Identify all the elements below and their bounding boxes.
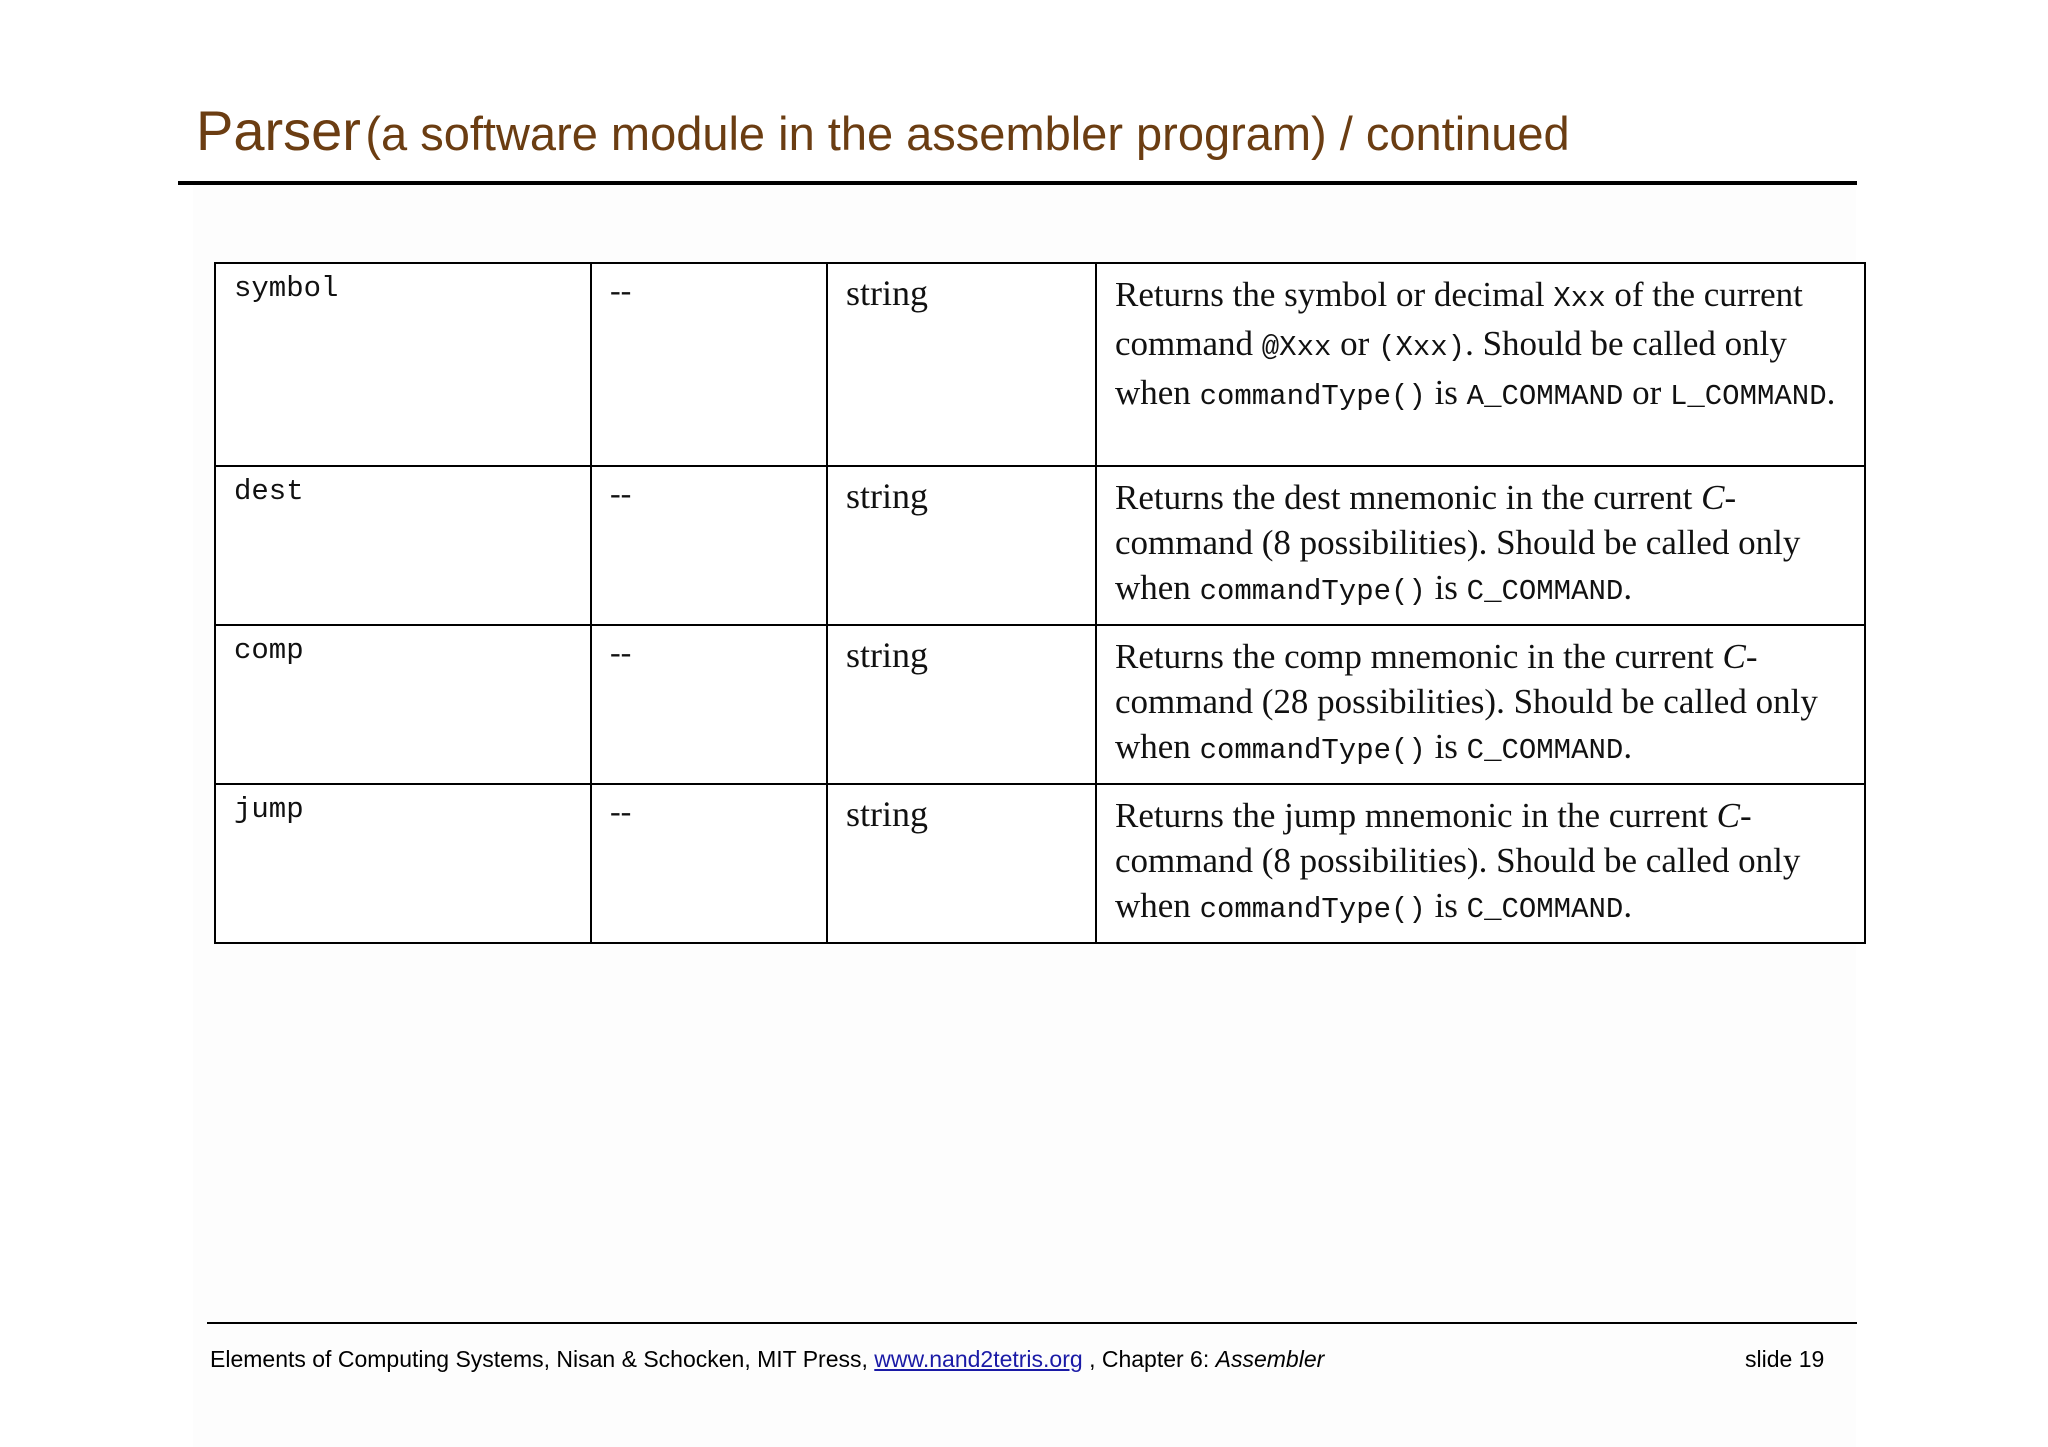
- code-fragment: C_COMMAND: [1466, 575, 1624, 608]
- table-row: [215, 625, 1865, 784]
- table-row: [215, 466, 1865, 625]
- description-text: is: [1425, 568, 1467, 607]
- description-text: -command (8 possibilities). Should be called only when: [1115, 796, 1801, 925]
- description-text: or: [1623, 373, 1670, 412]
- routine-arguments: --: [591, 784, 827, 943]
- description-text: is: [1425, 727, 1467, 766]
- table-row: [215, 263, 1865, 466]
- title-divider: [178, 181, 1857, 185]
- code-fragment: A_COMMAND: [1466, 380, 1624, 413]
- description-text: C: [1722, 637, 1746, 676]
- description-text: . Should be called only when: [1115, 324, 1787, 412]
- description-text: .: [1623, 727, 1633, 766]
- code-fragment: (Xxx): [1378, 331, 1466, 364]
- routine-name: dest: [215, 466, 591, 625]
- routine-name: symbol: [215, 263, 591, 466]
- routine-returns: string: [827, 263, 1096, 466]
- routine-description: [1096, 784, 1865, 943]
- description-text: Returns the jump mnemonic in the current: [1115, 796, 1717, 835]
- code-fragment: commandType(): [1199, 380, 1426, 413]
- description-text: C: [1716, 796, 1741, 835]
- code-fragment: C_COMMAND: [1466, 734, 1624, 767]
- code-fragment: L_COMMAND: [1669, 380, 1827, 413]
- footer-citation-text: Elements of Computing Systems, Nisan & Schocken, MIT Press,: [210, 1346, 868, 1372]
- description-text: .: [1623, 886, 1633, 925]
- routine-description: [1096, 263, 1865, 466]
- description-text: .: [1826, 373, 1836, 412]
- description-text: of the current command: [1115, 275, 1803, 363]
- description-text: C: [1701, 478, 1725, 517]
- code-fragment: Xxx: [1553, 282, 1606, 315]
- description-text: -command (28 possibilities). Should be called only when: [1115, 637, 1818, 766]
- description-text: or: [1331, 324, 1379, 363]
- footer-chapter-name: Assembler: [1215, 1346, 1325, 1372]
- code-fragment: commandType(): [1199, 893, 1426, 926]
- routine-name: comp: [215, 625, 591, 784]
- slide-title-subtitle: (a software module in the assembler program) / continued: [365, 107, 1570, 160]
- routine-returns: string: [827, 784, 1096, 943]
- table-row: [215, 784, 1865, 943]
- description-text: is: [1425, 373, 1467, 412]
- nand2tetris-link[interactable]: www.nand2tetris.org: [874, 1346, 1083, 1372]
- code-fragment: C_COMMAND: [1466, 893, 1624, 926]
- parser-api-table: [214, 262, 1866, 944]
- description-text: Returns the dest mnemonic in the current: [1115, 478, 1702, 517]
- slide-title: [196, 98, 1570, 163]
- routine-arguments: --: [591, 466, 827, 625]
- routine-name: jump: [215, 784, 591, 943]
- routine-returns: string: [827, 466, 1096, 625]
- code-fragment: commandType(): [1199, 734, 1426, 767]
- code-fragment: @Xxx: [1261, 331, 1332, 364]
- code-fragment: commandType(): [1199, 575, 1426, 608]
- routine-description: [1096, 625, 1865, 784]
- routine-arguments: --: [591, 625, 827, 784]
- slide-number: slide 19: [1745, 1346, 1825, 1372]
- routine-returns: string: [827, 625, 1096, 784]
- slide-title-main: Parser: [196, 99, 361, 162]
- footer-citation: [210, 1346, 1324, 1373]
- footer-chapter-prefix: , Chapter 6:: [1089, 1346, 1210, 1372]
- description-text: -command (8 possibilities). Should be called only when: [1115, 478, 1801, 607]
- routine-description: [1096, 466, 1865, 625]
- description-text: .: [1623, 568, 1633, 607]
- description-text: Returns the comp mnemonic in the current: [1115, 637, 1723, 676]
- description-text: Returns the symbol or decimal: [1115, 275, 1554, 314]
- routine-arguments: --: [591, 263, 827, 466]
- footer-divider: [207, 1322, 1857, 1324]
- description-text: is: [1425, 886, 1467, 925]
